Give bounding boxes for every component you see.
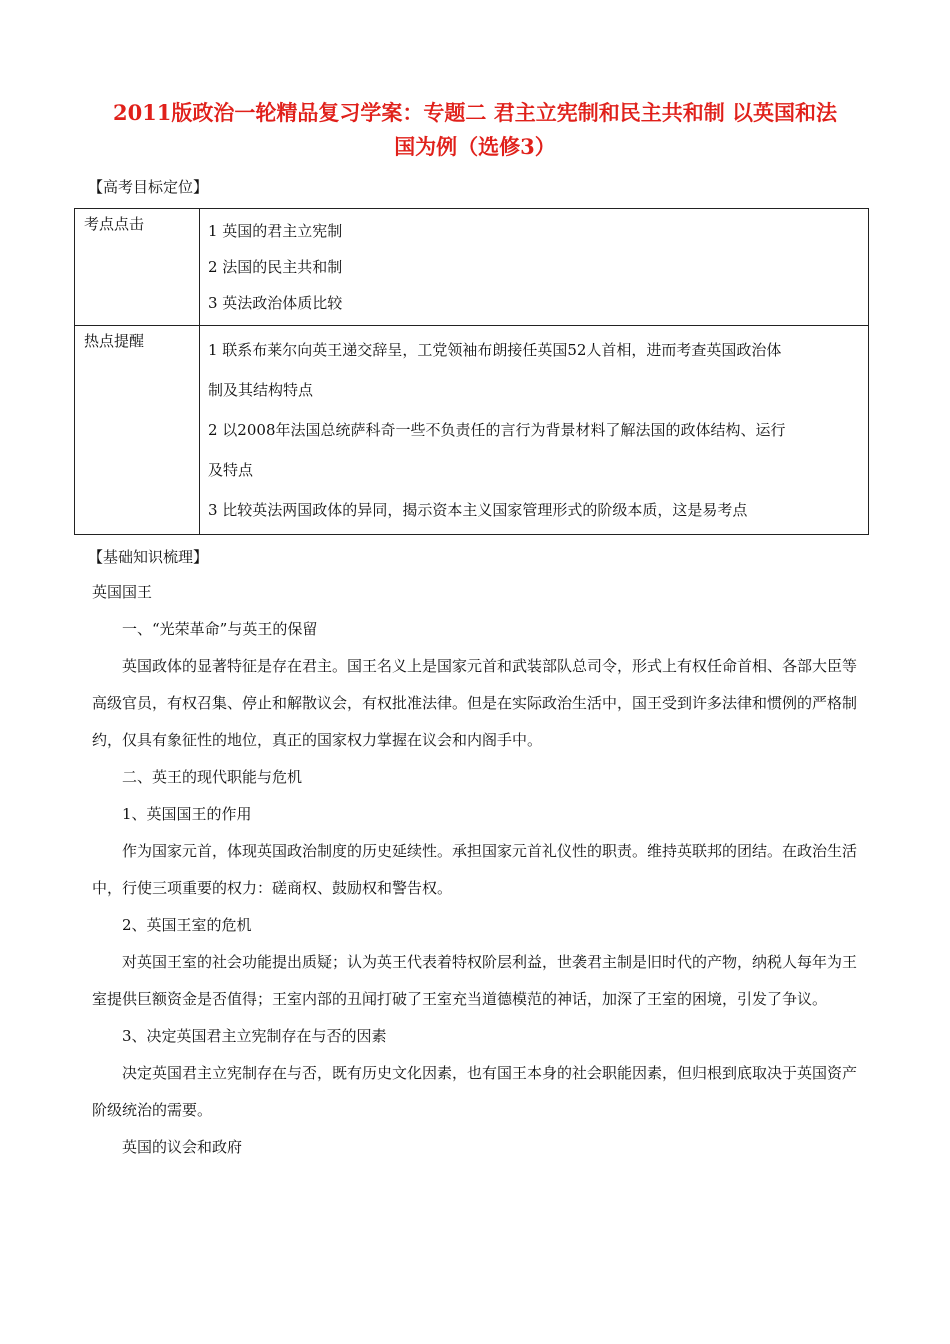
table-head-cell: 热点提醒 bbox=[75, 326, 200, 535]
table-head-cell: 考点点击 bbox=[75, 209, 200, 326]
goals-table bbox=[74, 208, 869, 535]
list-item: 3 英法政治体质比较 bbox=[208, 294, 343, 312]
title-line-2: 国为例（选修3） bbox=[394, 134, 556, 159]
heading-parliament: 英国的议会和政府 bbox=[122, 1138, 243, 1156]
paragraph: 决定英国君主立宪制存在与否，既有历史文化因素，也有国王本身的社会职能因素，但归根到底取决于英国资产阶级统治的需要。 bbox=[92, 1064, 858, 1119]
table-body-cell bbox=[200, 326, 869, 535]
list-item: 制及其结构特点 bbox=[208, 381, 314, 399]
list-item: 1 联系布莱尔向英王递交辞呈，工党领袖布朗接任英国52人首相，进而考查英国政治体 bbox=[208, 341, 782, 359]
subheading: 1、英国国王的作用 bbox=[122, 805, 252, 823]
list-item: 2 以2008年法国总统萨科奇一些不负责任的言行为背景材料了解法国的政体结构、运行 bbox=[208, 421, 786, 439]
subheading: 3、决定英国君主立宪制存在与否的因素 bbox=[122, 1027, 387, 1045]
subheading: 一、“光荣革命”与英王的保留 bbox=[122, 620, 318, 638]
table-row bbox=[75, 326, 869, 535]
subheading: 二、英王的现代职能与危机 bbox=[122, 768, 303, 786]
paragraph: 对英国王室的社会功能提出质疑；认为英王代表着特权阶层利益，世袭君主制是旧时代的产物，纳税人每年为王室提供巨额资金是否值得；王室内部的丑闻打破了王室充当道德模范的神话，加深了王室的困境，引发了争议。 bbox=[92, 953, 858, 1008]
heading-king: 英国国王 bbox=[92, 583, 153, 601]
list-item: 3 比较英法两国政体的异同，揭示资本主义国家管理形式的阶级本质，这是易考点 bbox=[208, 501, 748, 519]
table-body-cell bbox=[200, 209, 869, 326]
title-line-1: 2011版政治一轮精品复习学案：专题二 君主立宪制和民主共和制 以英国和法 bbox=[112, 100, 838, 125]
list-item: 及特点 bbox=[208, 461, 254, 479]
document-title bbox=[60, 96, 890, 164]
section-basic-label: 【基础知识梳理】 bbox=[88, 548, 209, 566]
list-item: 1 英国的君主立宪制 bbox=[208, 222, 343, 240]
subheading: 2、英国王室的危机 bbox=[122, 916, 252, 934]
section-goal-label: 【高考目标定位】 bbox=[88, 178, 209, 196]
paragraph: 作为国家元首，体现英国政治制度的历史延续性。承担国家元首礼仪性的职责。维持英联邦的团结。在政治生活中，行使三项重要的权力：磋商权、鼓励权和警告权。 bbox=[92, 842, 858, 897]
list-item: 2 法国的民主共和制 bbox=[208, 258, 343, 276]
body-text bbox=[92, 574, 862, 1166]
table-row bbox=[75, 209, 869, 326]
paragraph: 英国政体的显著特征是存在君主。国王名义上是国家元首和武装部队总司令，形式上有权任命首相、各部大臣等高级官员，有权召集、停止和解散议会，有权批准法律。但是在实际政治生活中，国王受到许多法律和惯例的严格制约，仅具有象征性的地位，真正的国家权力掌握在议会和内阁手中。 bbox=[92, 657, 858, 749]
